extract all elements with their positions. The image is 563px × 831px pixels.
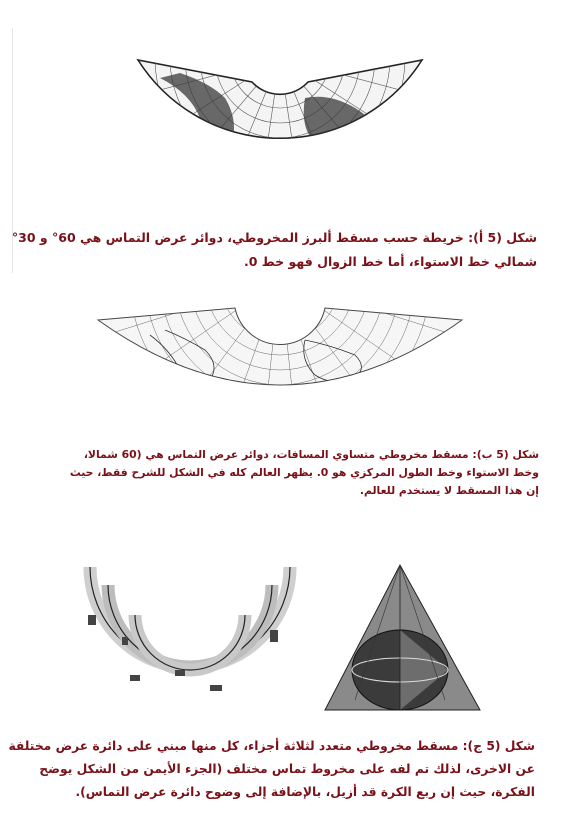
figure-a-caption	[11, 226, 537, 274]
figure-c-caption	[8, 735, 535, 804]
caption-line: عن الاخرى، لذلك تم لفه على مخروط تماس مختلف (الجزء الأيمن من الشكل يوضح	[39, 762, 535, 776]
caption-line: شكل (5 ب): مسقط مخروطي متساوي المسافات، دوائر عرض التماس هي (60 شمالا،	[83, 448, 539, 461]
caption-line: شكل (5 ج): مسقط مخروطي متعدد لثلاثة أجزاء، كل منها مبني على دائرة عرض مختلفة	[8, 739, 535, 753]
caption-line: إن هذا المسقط لا يستخدم للعالم.	[359, 484, 539, 497]
equidistant-conic-map	[90, 300, 470, 440]
albers-conic-map	[120, 38, 440, 218]
caption-line: شمالي خط الاستواء، أما خط الزوال فهو خط 0.	[243, 254, 537, 269]
caption-line: شكل (5 أ): خريطة حسب مسقط ألبرز المخروطي، دوائر عرض التماس هي 60° و 30°	[11, 230, 537, 245]
figure-b-caption	[19, 446, 539, 500]
caption-line: وخط الاستواء وخط الطول المركزي هو 0. يظهر العالم كله في الشكل للشرح فقط، حيث	[69, 466, 539, 479]
polyconic-bands	[60, 555, 320, 715]
caption-line: الفكرة، حيث إن ربع الكرة قد أزيل، بالإضافة إلى وضوح دائرة عرض التماس).	[75, 785, 535, 799]
cone-globe-illustration	[315, 560, 490, 720]
